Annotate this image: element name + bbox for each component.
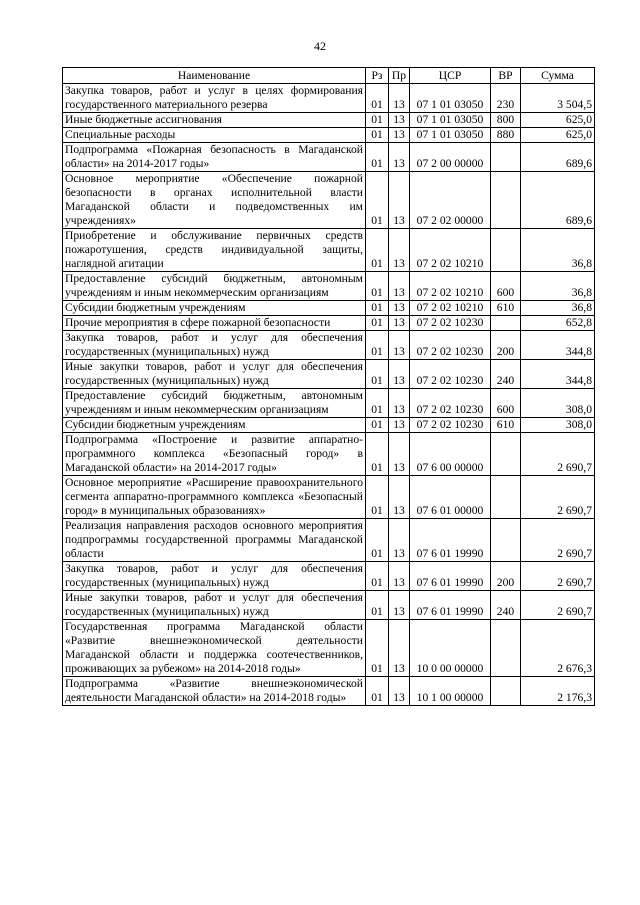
cell-name: Закупка товаров, работ и услуг для обеспечения государственных (муниципальных) нужд: [63, 562, 366, 591]
cell-vr: [491, 143, 521, 172]
cell-rz: 01: [366, 562, 389, 591]
cell-pr: 13: [389, 433, 410, 476]
cell-pr: 13: [389, 128, 410, 143]
cell-sum: 2 676,3: [521, 620, 595, 677]
cell-sum: 344,8: [521, 331, 595, 360]
cell-rz: 01: [366, 229, 389, 272]
table-row: [63, 476, 595, 519]
table-header-row: [63, 68, 595, 84]
cell-csr: 07 1 01 03050: [410, 128, 491, 143]
cell-vr: [491, 620, 521, 677]
cell-pr: 13: [389, 591, 410, 620]
cell-vr: [491, 476, 521, 519]
cell-vr: 610: [491, 301, 521, 316]
cell-pr: 13: [389, 562, 410, 591]
table-row: [63, 172, 595, 229]
cell-vr: [491, 519, 521, 562]
cell-sum: 2 690,7: [521, 433, 595, 476]
table-row: [63, 301, 595, 316]
cell-csr: 07 2 00 00000: [410, 143, 491, 172]
cell-rz: 01: [366, 389, 389, 418]
budget-table: [62, 67, 595, 706]
cell-vr: 600: [491, 272, 521, 301]
cell-pr: 13: [389, 113, 410, 128]
cell-csr: 07 1 01 03050: [410, 84, 491, 113]
cell-rz: 01: [366, 128, 389, 143]
cell-vr: [491, 433, 521, 476]
cell-name: Закупка товаров, работ и услуг в целях формирования государственного материального резерва: [63, 84, 366, 113]
table-row: [63, 433, 595, 476]
cell-vr: [491, 172, 521, 229]
cell-csr: 07 2 02 10230: [410, 360, 491, 389]
header-rz: Рз: [366, 68, 389, 84]
cell-pr: 13: [389, 272, 410, 301]
cell-csr: 10 1 00 00000: [410, 677, 491, 706]
table-row: [63, 519, 595, 562]
cell-pr: 13: [389, 519, 410, 562]
cell-csr: 07 2 02 10230: [410, 418, 491, 433]
cell-sum: 625,0: [521, 128, 595, 143]
cell-name: Основное мероприятие «Расширение правоохранительного сегмента аппаратно-программного комплекса «Безопасный город» в муниципальных образованиях»: [63, 476, 366, 519]
table-row: [63, 360, 595, 389]
table-row: [63, 562, 595, 591]
cell-pr: 13: [389, 360, 410, 389]
cell-sum: 308,0: [521, 418, 595, 433]
table-row: [63, 591, 595, 620]
cell-vr: 880: [491, 128, 521, 143]
cell-pr: 13: [389, 418, 410, 433]
cell-name: Приобретение и обслуживание первичных средств пожаротушения, средств индивидуальной защиты, наглядной агитации: [63, 229, 366, 272]
cell-name: Закупка товаров, работ и услуг для обеспечения государственных (муниципальных) нужд: [63, 331, 366, 360]
table-row: [63, 143, 595, 172]
cell-sum: 652,8: [521, 316, 595, 331]
cell-vr: 230: [491, 84, 521, 113]
cell-name: Иные закупки товаров, работ и услуг для обеспечения государственных (муниципальных) нужд: [63, 591, 366, 620]
header-vr: ВР: [491, 68, 521, 84]
cell-rz: 01: [366, 433, 389, 476]
cell-rz: 01: [366, 84, 389, 113]
cell-csr: 07 2 02 10210: [410, 301, 491, 316]
cell-name: Государственная программа Магаданской области «Развитие внешнеэкономической деятельности Магаданской области и поддержка соотечественников, проживающих за рубежом» на 2014-2018 годы»: [63, 620, 366, 677]
cell-sum: 2 176,3: [521, 677, 595, 706]
cell-vr: 240: [491, 360, 521, 389]
cell-name: Предоставление субсидий бюджетным, автономным учреждениям и иным некоммерческим организациям: [63, 272, 366, 301]
cell-csr: 07 6 01 19990: [410, 562, 491, 591]
cell-pr: 13: [389, 389, 410, 418]
cell-rz: 01: [366, 519, 389, 562]
header-pr: Пр: [389, 68, 410, 84]
cell-vr: [491, 316, 521, 331]
cell-pr: 13: [389, 476, 410, 519]
cell-pr: 13: [389, 316, 410, 331]
cell-vr: [491, 677, 521, 706]
cell-rz: 01: [366, 591, 389, 620]
table-row: [63, 620, 595, 677]
cell-sum: 2 690,7: [521, 476, 595, 519]
page-number: 42: [314, 39, 326, 53]
table-row: [63, 389, 595, 418]
cell-sum: 2 690,7: [521, 562, 595, 591]
table-row: [63, 677, 595, 706]
cell-rz: 01: [366, 113, 389, 128]
cell-sum: 3 504,5: [521, 84, 595, 113]
cell-pr: 13: [389, 331, 410, 360]
cell-csr: 10 0 00 00000: [410, 620, 491, 677]
cell-rz: 01: [366, 360, 389, 389]
cell-rz: 01: [366, 418, 389, 433]
cell-name: Специальные расходы: [63, 128, 366, 143]
cell-pr: 13: [389, 677, 410, 706]
cell-csr: 07 6 01 19990: [410, 519, 491, 562]
table-row: [63, 272, 595, 301]
cell-rz: 01: [366, 316, 389, 331]
cell-sum: 36,8: [521, 272, 595, 301]
table-body: [63, 84, 595, 706]
cell-pr: 13: [389, 620, 410, 677]
cell-name: Реализация направления расходов основного мероприятия подпрограммы государственной программы Магаданской области: [63, 519, 366, 562]
cell-csr: 07 2 02 10230: [410, 331, 491, 360]
cell-name: Иные бюджетные ассигнования: [63, 113, 366, 128]
cell-sum: 2 690,7: [521, 591, 595, 620]
cell-vr: 610: [491, 418, 521, 433]
header-sum: Сумма: [521, 68, 595, 84]
cell-sum: 308,0: [521, 389, 595, 418]
cell-csr: 07 2 02 10230: [410, 316, 491, 331]
header-csr: ЦСР: [410, 68, 491, 84]
table-row: [63, 418, 595, 433]
cell-name: Подпрограмма «Построение и развитие аппаратно-программного комплекса «Безопасный город» в Магаданской области» на 2014-2017 годы»: [63, 433, 366, 476]
cell-csr: 07 6 01 00000: [410, 476, 491, 519]
cell-csr: 07 6 00 00000: [410, 433, 491, 476]
cell-name: Основное мероприятие «Обеспечение пожарной безопасности в органах исполнительной власти Магаданской области и подведомственных им учреждениях»: [63, 172, 366, 229]
cell-sum: 689,6: [521, 143, 595, 172]
cell-pr: 13: [389, 301, 410, 316]
table-row: [63, 331, 595, 360]
cell-vr: 200: [491, 562, 521, 591]
cell-sum: 689,6: [521, 172, 595, 229]
cell-vr: 240: [491, 591, 521, 620]
cell-csr: 07 2 02 10210: [410, 229, 491, 272]
table-row: [63, 128, 595, 143]
cell-name: Подпрограмма «Пожарная безопасность в Магаданской области» на 2014-2017 годы»: [63, 143, 366, 172]
cell-csr: 07 2 02 10210: [410, 272, 491, 301]
table-row: [63, 84, 595, 113]
cell-vr: [491, 229, 521, 272]
cell-rz: 01: [366, 301, 389, 316]
cell-name: Субсидии бюджетным учреждениям: [63, 418, 366, 433]
cell-pr: 13: [389, 229, 410, 272]
cell-rz: 01: [366, 476, 389, 519]
cell-rz: 01: [366, 272, 389, 301]
table-row: [63, 229, 595, 272]
cell-sum: 344,8: [521, 360, 595, 389]
cell-sum: 36,8: [521, 229, 595, 272]
cell-name: Предоставление субсидий бюджетным, автономным учреждениям и иным некоммерческим организациям: [63, 389, 366, 418]
cell-name: Подпрограмма «Развитие внешнеэкономической деятельности Магаданской области» на 2014-2018 годы»: [63, 677, 366, 706]
cell-csr: 07 2 02 00000: [410, 172, 491, 229]
cell-sum: 36,8: [521, 301, 595, 316]
cell-rz: 01: [366, 677, 389, 706]
cell-csr: 07 2 02 10230: [410, 389, 491, 418]
cell-vr: 800: [491, 113, 521, 128]
cell-name: Иные закупки товаров, работ и услуг для обеспечения государственных (муниципальных) нужд: [63, 360, 366, 389]
cell-name: Прочие мероприятия в сфере пожарной безопасности: [63, 316, 366, 331]
cell-pr: 13: [389, 172, 410, 229]
cell-vr: 600: [491, 389, 521, 418]
cell-rz: 01: [366, 143, 389, 172]
cell-vr: 200: [491, 331, 521, 360]
header-name: Наименование: [63, 68, 366, 84]
cell-csr: 07 1 01 03050: [410, 113, 491, 128]
cell-rz: 01: [366, 331, 389, 360]
cell-sum: 625,0: [521, 113, 595, 128]
table-row: [63, 113, 595, 128]
table-row: [63, 316, 595, 331]
cell-rz: 01: [366, 172, 389, 229]
cell-sum: 2 690,7: [521, 519, 595, 562]
cell-csr: 07 6 01 19990: [410, 591, 491, 620]
cell-rz: 01: [366, 620, 389, 677]
cell-pr: 13: [389, 84, 410, 113]
cell-name: Субсидии бюджетным учреждениям: [63, 301, 366, 316]
cell-pr: 13: [389, 143, 410, 172]
